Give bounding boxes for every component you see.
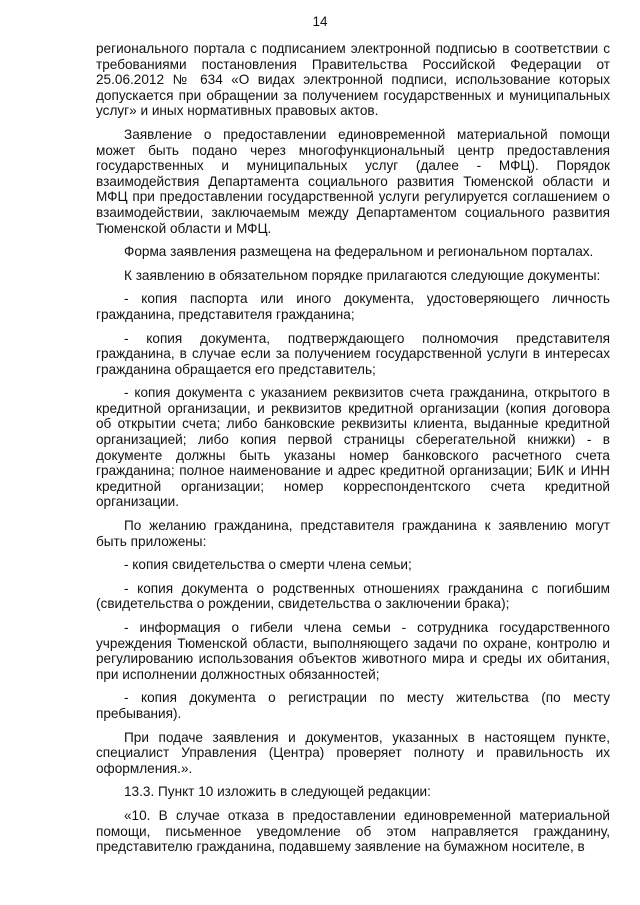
document-body xyxy=(96,41,610,863)
paragraph-form: Форма заявления размещена на федеральном и региональном порталах. xyxy=(124,244,594,260)
paragraph-clause-10: «10. В случае отказа в предоставлении единовременной материальной помощи, письменное уведомление об этом направляется гражданину, представителю гражданина, подавшему заявление на бумажном носителе, в xyxy=(96,807,610,855)
list-item-authority: - копия документа, подтверждающего полномочия представителя гражданина, в случае если за получением государственной услуги в интересах гражданина обращается его представитель; xyxy=(96,330,610,377)
paragraph-optional-docs: По желанию гражданина, представителя гражданина к заявлению могут быть приложены: xyxy=(96,518,610,549)
paragraph-verification: При подаче заявления и документов, указанных в настоящем пункте, специалист Управления (Центра) проверяет полноту и правильность их оформления.». xyxy=(96,729,610,776)
list-item-death-certificate: - копия свидетельства о смерти члена семьи; xyxy=(124,557,412,573)
paragraph-clause-13-3: 13.3. Пункт 10 изложить в следующей редакции: xyxy=(124,784,431,800)
paragraph-continuation: регионального портала с подписанием электронной подписью в соответствии с требованиями постановления Правительства Российской Федерации от 25.06.2012 № 634 «О видах электронной подписи, использование которых допускается при обращении за получением государственных и муниципальных услуг» и иных нормативных правовых актов. xyxy=(96,41,610,119)
list-item-bank-details: - копия документа с указанием реквизитов счета гражданина, открытого в кредитной организации, и реквизитов кредитной организации (копия договора об открытии счета; либо банковские реквизиты клиента, выданные кредитной организацией; либо копия первой страницы сберегательной книжки) - в документе должны быть указаны номер банковского расчетного счета гражданина; полное наименование и адрес кредитной организации; БИК и ИНН кредитной организации; номер корреспондентского счета кредитной организации. xyxy=(96,385,610,510)
list-item-death-info: - информация о гибели члена семьи - сотрудника государственного учреждения Тюменской области, выполняющего задачи по охране, контролю и регулированию использования объектов животного мира и среды их обитания, при исполнении должностных обязанностей; xyxy=(96,620,610,682)
page-number: 14 xyxy=(312,14,328,29)
paragraph-mfc: Заявление о предоставлении единовременной материальной помощи может быть подано через многофункциональный центр предоставления государственных и муниципальных услуг (далее - МФЦ). Порядок взаимодействия Департамента социального развития Тюменской области и МФЦ при предоставлении государственной услуги регулируется соглашением о взаимодействии, заключаемым между Департаментом социального развития Тюменской области и МФЦ. xyxy=(96,126,610,236)
list-item-passport: - копия паспорта или иного документа, удостоверяющего личность гражданина, представителя гражданина; xyxy=(96,291,610,322)
paragraph-required-docs: К заявлению в обязательном порядке прилагаются следующие документы: xyxy=(124,267,601,283)
list-item-kinship: - копия документа о родственных отношениях гражданина с погибшим (свидетельства о рождении, свидетельства о заключении брака); xyxy=(96,580,610,612)
list-item-registration: - копия документа о регистрации по месту жительства (по месту пребывания). xyxy=(96,690,610,721)
